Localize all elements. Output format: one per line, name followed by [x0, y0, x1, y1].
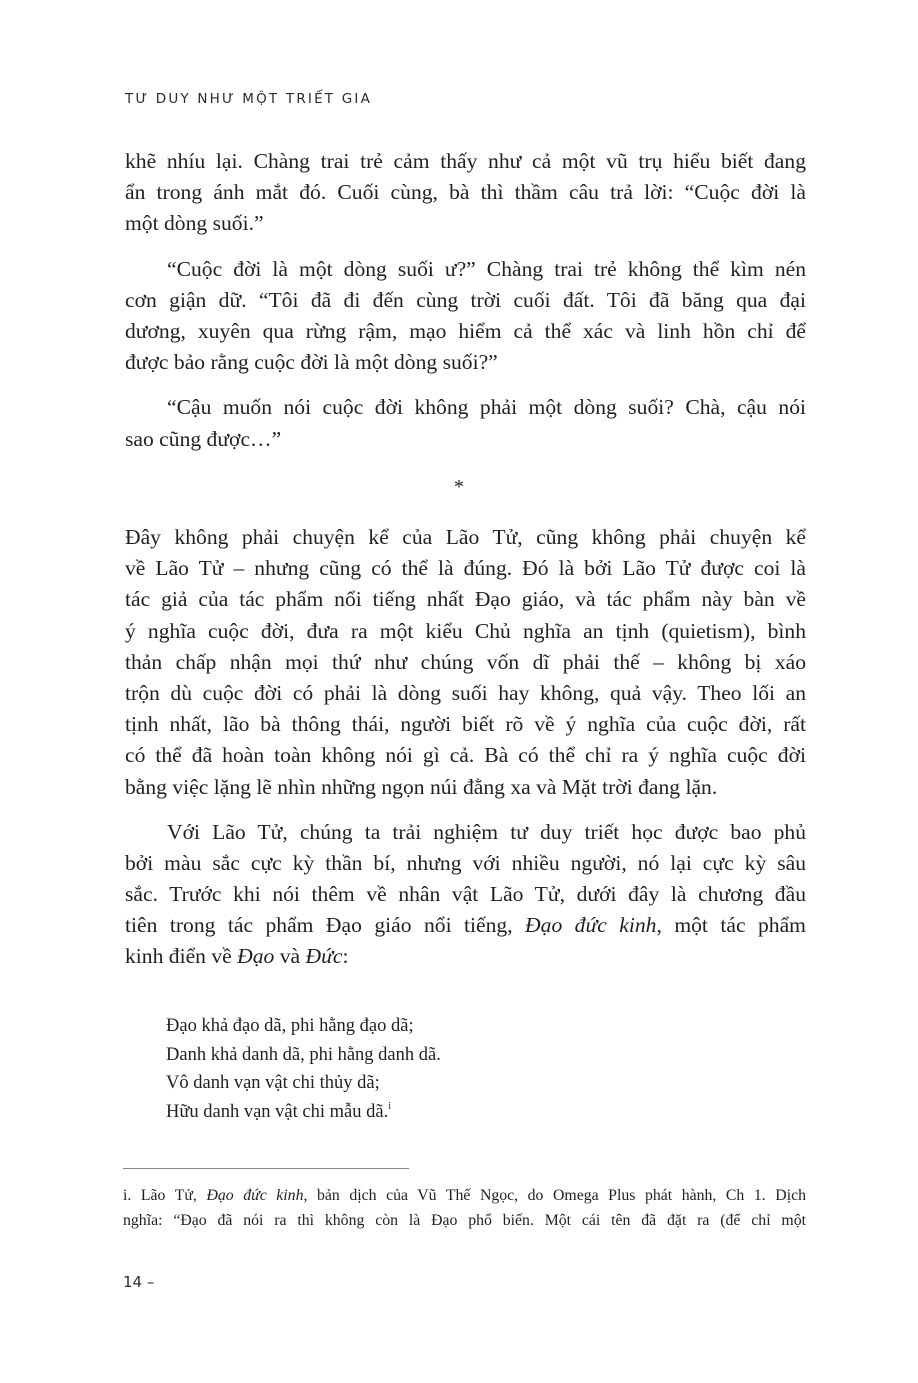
- text-run: kinh điển về: [125, 944, 238, 969]
- text-run: , bản dịch của Vũ Thế Ngọc, do Omega Plus phát hành, Ch 1. Dịch: [303, 1187, 806, 1204]
- text-line: Đây không phải chuyện kể của Lão Tử, cũng không phải chuyện kể: [125, 525, 806, 549]
- paragraph: [125, 146, 806, 240]
- text-line: sao cũng được…”: [125, 426, 282, 451]
- text-line: bởi màu sắc cực kỳ thần bí, nhưng với nhiều người, nó lại cực kỳ sâu: [125, 850, 806, 875]
- text-line: ẩn trong ánh mắt đó. Cuối cùng, bà thì thầm câu trả lời: “Cuộc đời là: [125, 180, 806, 205]
- term-duc: Đức: [305, 944, 343, 969]
- text-line: [125, 941, 806, 972]
- footnote-reference[interactable]: i: [388, 1100, 391, 1112]
- paragraph: [125, 254, 806, 379]
- text-line: về Lão Tử – nhưng cũng có thể là đúng. Đó là bởi Lão Tử được coi là: [125, 556, 806, 581]
- body-text-top: [125, 146, 806, 455]
- verse-line: Vô danh vạn vật chi thủy dã;: [166, 1073, 380, 1093]
- text-line: tịnh nhất, lão bà thông thái, người biết rõ về ý nghĩa của cuộc đời, rất: [125, 712, 806, 737]
- text-line: [125, 910, 806, 941]
- body-text-bottom: [125, 522, 806, 973]
- text-line: sắc. Trước khi nói thêm về nhân vật Lão Tử, dưới đây là chương đầu: [125, 882, 806, 907]
- verse-line: Danh khả danh dã, phi hằng danh dã.: [166, 1044, 441, 1065]
- page-number: 14 –: [123, 1273, 155, 1291]
- text-line: thản chấp nhận mọi thứ như chúng vốn dĩ phải thế – không bị xáo: [125, 649, 806, 674]
- term-dao: Đạo: [237, 944, 275, 969]
- text-line: một dòng suối.”: [125, 211, 264, 236]
- text-line: ý nghĩa cuộc đời, đưa ra một kiểu Chủ nghĩa an tịnh (quietism), bình: [125, 618, 806, 643]
- text-line: bằng việc lặng lẽ nhìn những ngọn núi đằng xa và Mặt trời đang lặn.: [125, 774, 718, 799]
- text-run: Lão Tử,: [140, 1187, 207, 1204]
- text-line: khẽ nhíu lại. Chàng trai trẻ cảm thấy như cả một vũ trụ hiểu biết đang: [125, 149, 806, 173]
- footnote: [123, 1183, 806, 1233]
- verse-line: [166, 1098, 441, 1127]
- text-line: “Cuộc đời là một dòng suối ư?” Chàng trai trẻ không thể kìm nén: [167, 256, 806, 281]
- paragraph: [125, 522, 806, 803]
- text-line: được bảo rằng cuộc đời là một dòng suối?”: [125, 350, 498, 375]
- footnote-divider: [123, 1168, 409, 1169]
- verse-line: Đạo khả đạo dã, phi hằng đạo dã;: [166, 1016, 414, 1036]
- text-line: tác giả của tác phẩm nổi tiếng nhất Đạo giáo, và tác phẩm này bàn về: [125, 587, 806, 612]
- text-line: có thể đã hoàn toàn không nói gì cả. Bà có thể chỉ ra ý nghĩa cuộc đời: [125, 743, 806, 768]
- text-line: dương, xuyên qua rừng rậm, mạo hiểm cả thể xác và linh hồn chỉ để: [125, 318, 806, 343]
- text-run: tiên trong tác phẩm Đạo giáo nổi tiếng,: [125, 913, 526, 938]
- text-line: “Cậu muốn nói cuộc đời không phải một dòng suối? Chà, cậu nói: [167, 395, 806, 420]
- book-title: Đạo đức kinh: [206, 1187, 304, 1204]
- text-run: và: [274, 944, 306, 969]
- book-title: Đạo đức kinh: [525, 913, 657, 938]
- running-head: TƯ DUY NHƯ MỘT TRIẾT GIA: [125, 91, 373, 107]
- footnote-line: nghĩa: “Đạo đã nói ra thì không còn là Đạo phổ biến. Một cái tên đã đặt ra (để chỉ một: [123, 1212, 806, 1229]
- text-line: cơn giận dữ. “Tôi đã đi đến cùng trời cuối đất. Tôi đã băng qua đại: [125, 287, 806, 312]
- text-run: , một tác phẩm: [656, 913, 806, 938]
- footnote-marker: i.: [123, 1187, 141, 1204]
- text-line: Với Lão Tử, chúng ta trải nghiệm tư duy triết học được bao phủ: [167, 819, 806, 844]
- verse-quote: [166, 1012, 441, 1126]
- footnote-line: [123, 1183, 806, 1208]
- text-line: trộn dù cuộc đời có phải là dòng suối hay không, quả vậy. Theo lối an: [125, 680, 806, 705]
- paragraph: [125, 817, 806, 973]
- paragraph: [125, 392, 806, 454]
- section-break-asterisk: *: [454, 476, 464, 498]
- text-run: Hữu danh vạn vật chi mẫu dã.: [166, 1101, 389, 1122]
- text-run: :: [342, 944, 349, 969]
